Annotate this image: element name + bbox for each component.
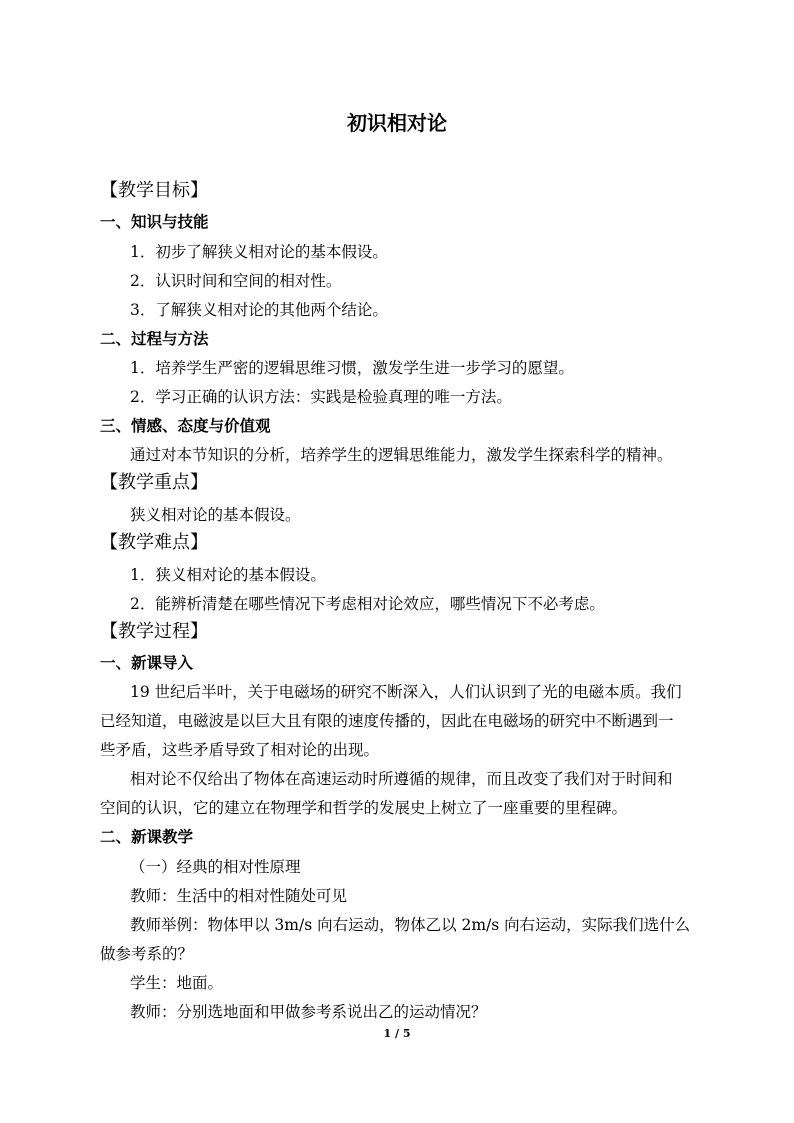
- list-item: 2．认识时间和空间的相对性。: [130, 272, 342, 290]
- paragraph-line: 已经知道，电磁波是以巨大且有限的速度传播的，因此在电磁场的研究中不断遇到一: [100, 712, 674, 730]
- heading-key-points: 【教学重点】: [100, 472, 208, 493]
- paragraph: 通过对本节知识的分析，培养学生的逻辑思维能力，激发学生探索科学的精神。: [130, 446, 673, 464]
- paragraph-line: 空间的认识，它的建立在物理学和哲学的发展史上树立了一座重要的里程碑。: [100, 799, 628, 817]
- paragraph-line: 相对论不仅给出了物体在高速运动时所遵循的规律，而且改变了我们对于时间和: [130, 770, 673, 788]
- paragraph-line: 学生：地面。: [130, 974, 224, 992]
- paragraph-line: 教师：分别选地面和甲做参考系说出乙的运动情况？: [130, 1003, 487, 1021]
- paragraph-line: 教师：生活中的相对性随处可见: [130, 887, 348, 905]
- heading-teaching-process: 【教学过程】: [100, 621, 208, 642]
- paragraph-line: 教师举例：物体甲以 3m/s 向右运动，物体乙以 2m/s 向右运动，实际我们选什么: [130, 916, 691, 934]
- heading-emotion-values: 三、情感、态度与价值观: [100, 416, 271, 435]
- page-indicator: 1 / 5: [383, 1027, 411, 1040]
- paragraph-line: 做参考系的？: [100, 945, 194, 963]
- paragraph-line: 些矛盾，这些矛盾导致了相对论的出现。: [100, 741, 380, 759]
- list-item: 1．狭义相对论的基本假设。: [130, 566, 326, 584]
- list-item: 2．能辨析清楚在哪些情况下考虑相对论效应，哪些情况下不必考虑。: [130, 595, 605, 613]
- paragraph: 狭义相对论的基本假设。: [130, 506, 301, 524]
- paragraph-line: 19 世纪后半叶，关于电磁场的研究不断深入，人们认识到了光的电磁本质。我们: [130, 683, 682, 701]
- list-item: 3．了解狭义相对论的其他两个结论。: [130, 301, 388, 319]
- heading-difficulties: 【教学难点】: [100, 532, 208, 553]
- heading-process-methods: 二、过程与方法: [100, 329, 209, 348]
- subheading-classical-relativity: （一）经典的相对性原理: [130, 858, 301, 876]
- heading-new-lesson-intro: 一、新课导入: [100, 653, 194, 672]
- heading-teaching-goals: 【教学目标】: [100, 180, 208, 201]
- heading-knowledge-skills: 一、知识与技能: [100, 212, 209, 231]
- list-item: 1．培养学生严密的逻辑思维习惯，激发学生进一步学习的愿望。: [130, 359, 574, 377]
- document-title: 初识相对论: [347, 111, 447, 135]
- list-item: 1．初步了解狭义相对论的基本假设。: [130, 243, 388, 261]
- list-item: 2．学习正确的认识方法：实践是检验真理的唯一方法。: [130, 388, 512, 406]
- heading-new-lesson-teaching: 二、新课教学: [100, 827, 194, 846]
